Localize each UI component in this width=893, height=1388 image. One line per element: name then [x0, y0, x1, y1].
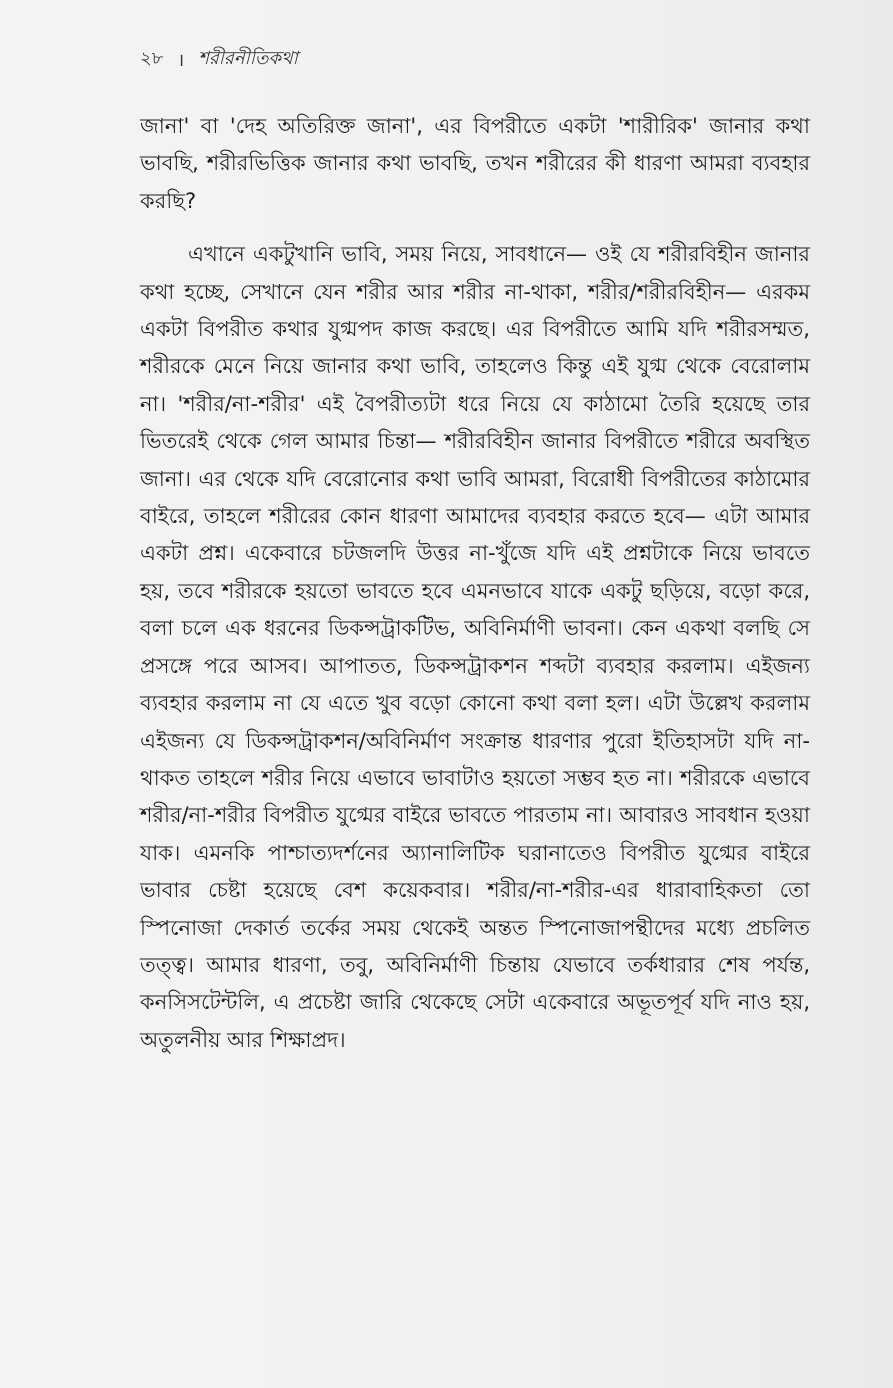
book-title: শরীরনীতিকথা — [198, 48, 298, 69]
running-header — [140, 44, 298, 75]
body-text — [140, 108, 810, 1075]
paragraph: এখানে একটুখানি ভাবি, সময় নিয়ে, সাবধানে— ওই যে শরীরবিহীন জানার কথা হচ্ছে, সেখানে যেন শরীর আর শরীর না-থাকা, শরীর/শরীরবিহীন— এরকম একটা বিপরীত কথার যুগ্মপদ কাজ করছে। এর বিপরীতে আমি যদি শরীরসম্মত, শরীরকে মেনে নিয়ে জানার কথা ভাবি, তাহলেও কিন্তু এই যুগ্ম থেকে বেরোলাম না। 'শরীর/না-শরীর' এই বৈপরীত্যটা ধরে নিয়ে যে কাঠামো তৈরি হয়েছে তার ভিতরেই থেকে গেল আমার চিন্তা— শরীরবিহীন জানার বিপরীতে শরীরে অবস্থিত জানা। এর থেকে যদি বেরোনোর কথা ভাবি আমরা, বিরোধী বিপরীতের কাঠামোর বাইরে, তাহলে শরীরের কোন ধারণা আমাদের ব্যবহার করতে হবে— এটা আমার একটা প্রশ্ন। একেবারে চটজলদি উত্তর না-খুঁজে যদি এই প্রশ্নটাকে নিয়ে ভাবতে হয়, তবে শরীরকে হয়তো ভাবতে হবে এমনভাবে যাকে একটু ছড়িয়ে, বড়ো করে, বলা চলে এক ধরনের ডিকন্সট্রাকটিভ, অবিনির্মাণী ভাবনা। কেন একথা বলছি সে প্রসঙ্গে পরে আসব। আপাতত, ডিকন্সট্রাকশন শব্দটা ব্যবহার করলাম। এইজন্য ব্যবহার করলাম না যে এতে খুব বড়ো কোনো কথা বলা হল। এটা উল্লেখ করলাম এইজন্য যে ডিকন্সট্রাকশন/অবিনির্মাণ সংক্রান্ত ধারণার পুরো ইতিহাসটা যদি না-থাকত তাহলে শরীর নিয়ে এভাবে ভাবাটাও হয়তো সম্ভব হত না। শরীরকে এভাবে শরীর/না-শরীর বিপরীত যুগ্মের বাইরে ভাবতে পারতাম না। আবারও সাবধান হওয়া যাক। এমনকি পাশ্চাত্যদর্শনের অ্যানালিটিক ঘরানাতেও বিপরীত যুগ্মের বাইরে ভাবার চেষ্টা হয়েছে বেশ কয়েকবার। শরীর/না-শরীর-এর ধারাবাহিকতা তো স্পিনোজা দেকার্ত তর্কের সময় থেকেই অন্তত স্পিনোজাপন্থীদের মধ্যে প্রচলিত তত্ত্ব। আমার ধারণা, তবু, অবিনির্মাণী চিন্তায় যেভাবে তর্কধারার শেষ পর্যন্ত, কনসিসটেন্টলি, এ প্রচেষ্টা জারি থেকেছে সেটা একেবারে অভূতপূর্ব যদি নাও হয়, অতুলনীয় আর শিক্ষাপ্রদ। — [140, 242, 810, 1052]
header-separator: । — [177, 49, 185, 71]
page-number: ২৮ — [140, 48, 164, 69]
paragraph-continued: জানা' বা 'দেহ অতিরিক্ত জানা', এর বিপরীতে একটা 'শারীরিক' জানার কথা ভাবছি, শরীরভিত্তিক জানার কথা ভাবছি, তখন শরীরের কী ধারণা আমরা ব্যবহার করছি? — [140, 114, 810, 213]
